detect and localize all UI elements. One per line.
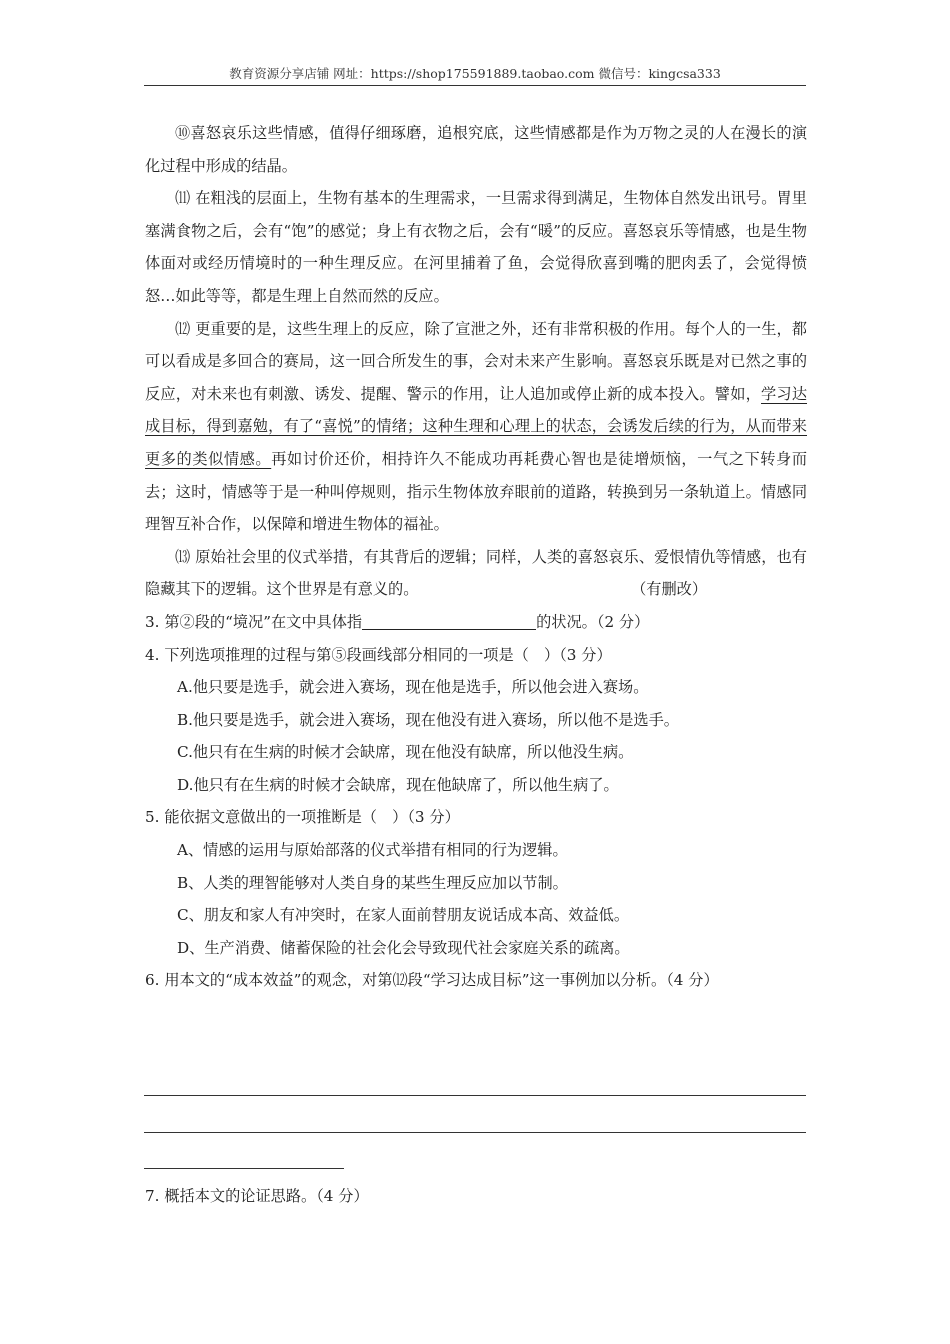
paragraph-13-text: ⒀ 原始社会里的仪式举措，有其背后的逻辑；同样，人类的喜怒哀乐、爱恨情仇等情感，也有隐藏其下的逻辑。这个世界是有意义的。 — [145, 547, 807, 599]
question-3-blank[interactable] — [362, 611, 536, 630]
question-4-option-b[interactable]: B.他只要是选手，就会进入赛场，现在他没有进入赛场，所以他不是选手。 — [177, 710, 679, 729]
question-5-option-b[interactable]: B、人类的理智能够对人类自身的某些生理反应加以节制。 — [177, 873, 568, 892]
document-body — [145, 117, 807, 997]
question-7: 7. 概括本文的论证思路。（4 分） — [145, 1187, 369, 1205]
question-3-text-after: 的状况。（2 分） — [536, 612, 650, 631]
answer-line-1[interactable] — [144, 1095, 806, 1096]
answer-line-2[interactable] — [144, 1132, 806, 1133]
paragraph-10: ⑩喜怒哀乐这些情感，值得仔细琢磨，追根究底，这些情感都是作为万物之灵的人在漫长的演化过程中形成的结晶。 — [145, 124, 807, 175]
paragraph-12-text-b: 再如讨价还价，相持许久不能成功再耗费心智也是徒增烦恼，一气之下转身而去；这时，情感等于是一种叫停规则，指示生物体放弃眼前的道路，转换到另一条轨道上。情感同理智互补合作，以保障和增进生物体的福祉。 — [145, 449, 808, 534]
question-6: 6. 用本文的“成本效益”的观念，对第⑿段“学习达成目标”这一事例加以分析。（4 分） — [145, 971, 719, 990]
paragraph-13 — [145, 541, 807, 606]
question-5: 5. 能依据文意做出的一项推断是（ ）（3 分） — [145, 808, 460, 827]
page-header: 教育资源分享店铺 网址：https://shop175591889.taobao.com 微信号：kingcsa333 — [229, 66, 721, 81]
question-5-option-d[interactable]: D、生产消费、储蓄保险的社会化会导致现代社会家庭关系的疏离。 — [177, 938, 630, 957]
paragraph-12 — [145, 313, 807, 541]
paragraph-12-text-a: ⑿ 更重要的是，这些生理上的反应，除了宣泄之外，还有非常积极的作用。每个人的一生，都可以看成是多回合的赛局，这一回合所发生的事，会对未来产生影响。喜怒哀乐既是对已然之事的反应，对未来也有刺激、诱发、提醒、警示的作用，让人追加或停止新的成本投入。譬如， — [145, 319, 807, 403]
paragraph-11: ⑾ 在粗浅的层面上，生物有基本的生理需求，一旦需求得到满足，生物体自然发出讯号。胃里塞满食物之后，会有“饱”的感觉；身上有衣物之后，会有“暖”的反应。喜怒哀乐等情感，也是生物体面对或经历情境时的一种生理反应。在河里捕着了鱼，会觉得欣喜到嘴的肥肉丢了，会觉得愤怒…如此等等，都是生理上自然而然的反应。 — [145, 189, 807, 305]
question-3-text-before: 3. 第②段的“境况”在文中具体指 — [145, 612, 363, 631]
question-5-option-c[interactable]: C、朋友和家人有冲突时，在家人面前替朋友说话成本高、效益低。 — [177, 906, 630, 925]
question-5-option-a[interactable]: A、情感的运用与原始部落的仪式举措有相同的行为逻辑。 — [177, 841, 568, 860]
question-4: 4. 下列选项推理的过程与第⑤段画线部分相同的一项是（ ）（3 分） — [145, 645, 612, 664]
question-4-option-c[interactable]: C.他只有在生病的时候才会缺席，现在他没有缺席，所以他没生病。 — [177, 743, 634, 762]
paragraph-12-underlined-text: 学习达成目标，得到嘉勉，有了“喜悦”的情绪；这种生理和心理上的状态，会诱发后续的行为，从而带来更多的类似情感。 — [145, 384, 808, 468]
question-4-option-d[interactable]: D.他只有在生病的时候才会缺席，现在他缺席了，所以他生病了。 — [177, 775, 619, 794]
header-divider — [144, 85, 806, 86]
question-3 — [145, 606, 807, 639]
question-4-option-a[interactable]: A.他只要是选手，就会进入赛场，现在他是选手，所以他会进入赛场。 — [177, 678, 649, 697]
answer-line-3[interactable] — [144, 1168, 344, 1169]
source-note: （有删改） — [631, 580, 707, 599]
